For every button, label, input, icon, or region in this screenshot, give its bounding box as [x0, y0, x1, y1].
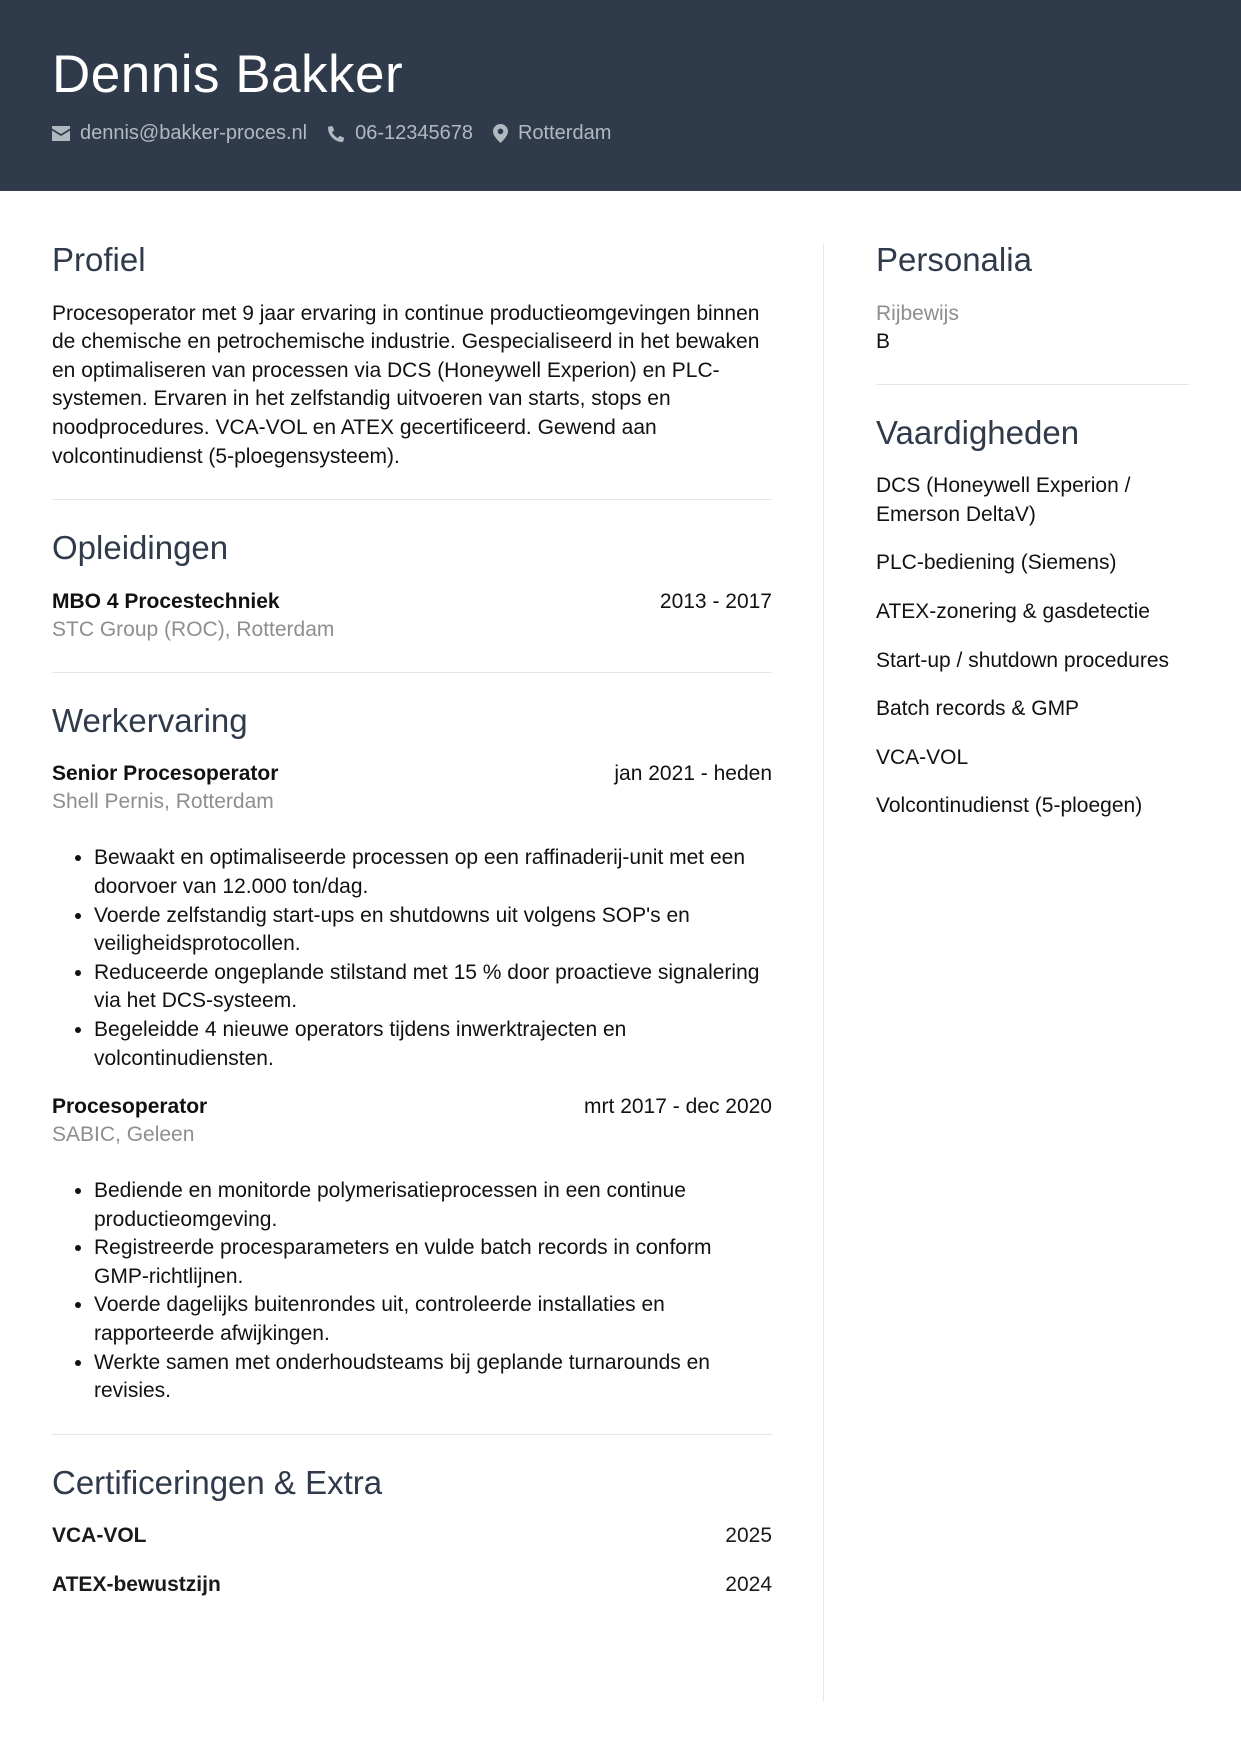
- column-divider: [823, 244, 824, 1702]
- section-title: Vaardigheden: [876, 413, 1080, 451]
- certs-section: [52, 1463, 772, 1600]
- phone-icon: [327, 125, 345, 143]
- section-title: Opleidingen: [52, 529, 229, 567]
- envelope-icon: [52, 126, 70, 141]
- list-item: • Reduceerde ongeplande stilstand met 15 % door proactieve signalering via het DCS-systeem.: [94, 959, 772, 1016]
- degree-name: MBO 4 Procestechniek: [52, 589, 280, 613]
- list-item: • Bewaakt en optimaliseerde processen op een raffinaderij-unit met een doorvoer van 12.000 ton/dag.: [94, 844, 772, 901]
- list-item: • Bediende en monitorde polymerisatieprocessen in een continue productieomgeving.: [94, 1177, 772, 1234]
- job-title: Procesoperator: [52, 1095, 208, 1119]
- email-text: dennis@bakker-proces.nl: [80, 122, 308, 144]
- cert-name: VCA-VOL: [52, 1524, 147, 1548]
- work-entry: [52, 760, 772, 1073]
- contact-email[interactable]: [52, 122, 307, 145]
- school-name: STC Group (ROC), Rotterdam: [52, 617, 335, 641]
- job-dates: mrt 2017 - dec 2020: [584, 1095, 772, 1119]
- section-divider: [876, 384, 1189, 385]
- section-divider: [52, 672, 772, 673]
- cert-year: 2024: [725, 1573, 772, 1597]
- job-title: Senior Procesoperator: [52, 762, 279, 786]
- phone-text: 06-12345678: [355, 122, 473, 144]
- skill-item: VCA-VOL: [876, 745, 969, 769]
- list-item: • Voerde zelfstandig start-ups en shutdowns uit volgens SOP's en veiligheidsprotocollen.: [94, 902, 772, 959]
- cert-year: 2025: [725, 1524, 772, 1548]
- map-pin-icon: [493, 124, 508, 143]
- skills-section: [876, 413, 1189, 821]
- sidebar-column: [876, 240, 1189, 821]
- skill-item: Volcontinudienst (5-ploegen): [876, 794, 1143, 818]
- profile-section: [52, 240, 772, 471]
- work-section: [52, 701, 772, 1406]
- license-label: Rijbewijs: [876, 301, 959, 325]
- skill-item: Start-up / shutdown procedures: [876, 648, 1169, 672]
- list-item: • Voerde dagelijks buitenrondes uit, controleerde installaties en rapporteerde afwijkingen.: [94, 1291, 772, 1348]
- job-bullets: [52, 1177, 772, 1406]
- skill-item: PLC-bediening (Siemens): [876, 551, 1117, 575]
- section-divider: [52, 1434, 772, 1435]
- cert-name: ATEX-bewustzijn: [52, 1573, 221, 1597]
- company-name: Shell Pernis, Rotterdam: [52, 790, 274, 814]
- cert-entry: [52, 1522, 772, 1550]
- education-entry: [52, 588, 772, 644]
- section-title: Profiel: [52, 241, 146, 278]
- skill-item: Batch records & GMP: [876, 697, 1080, 721]
- skill-item: ATEX-zonering & gasdetectie: [876, 599, 1150, 623]
- license-value: B: [876, 329, 891, 353]
- personal-section: [876, 240, 1189, 356]
- company-name: SABIC, Geleen: [52, 1123, 195, 1147]
- contact-location: [493, 122, 611, 145]
- contact-info: [52, 122, 631, 145]
- resume-header: [0, 0, 1241, 191]
- job-dates: jan 2021 - heden: [614, 762, 772, 786]
- contact-phone[interactable]: [327, 122, 473, 145]
- list-item: • Begeleidde 4 nieuwe operators tijdens inwerktrajecten en volcontinudiensten.: [94, 1016, 772, 1073]
- profile-text: Procesoperator met 9 jaar ervaring in continue productieomgevingen binnen de chemische en petrochemische industrie. Gespecialiseerd in het bewaken en optimaliseren van processen via DCS (Honeywell Experion) en PLC-systemen. Ervaren in het zelfstandig uitvoeren van starts, stops en noodprocedures. VCA-VOL en ATEX gecertificeerd. Gewend aan volcontinudienst (5-ploegensysteem).: [52, 301, 760, 468]
- location-text: Rotterdam: [517, 122, 612, 144]
- skill-item: DCS (Honeywell Experion / Emerson DeltaV): [876, 474, 1131, 526]
- job-bullets: [52, 844, 772, 1073]
- candidate-name: Dennis Bakker: [52, 45, 404, 104]
- section-title: Werkervaring: [52, 701, 248, 739]
- education-section: [52, 528, 772, 644]
- cert-entry: [52, 1571, 772, 1599]
- section-title: Certificeringen & Extra: [52, 1463, 383, 1501]
- section-divider: [52, 499, 772, 500]
- education-dates: 2013 - 2017: [659, 589, 772, 613]
- list-item: • Registreerde procesparameters en vulde batch records in conform GMP-richtlijnen.: [94, 1234, 772, 1291]
- list-item: • Werkte samen met onderhoudsteams bij geplande turnarounds en revisies.: [94, 1349, 772, 1406]
- main-column: [52, 240, 772, 1599]
- work-entry: [52, 1093, 772, 1406]
- section-title: Personalia: [876, 241, 1032, 278]
